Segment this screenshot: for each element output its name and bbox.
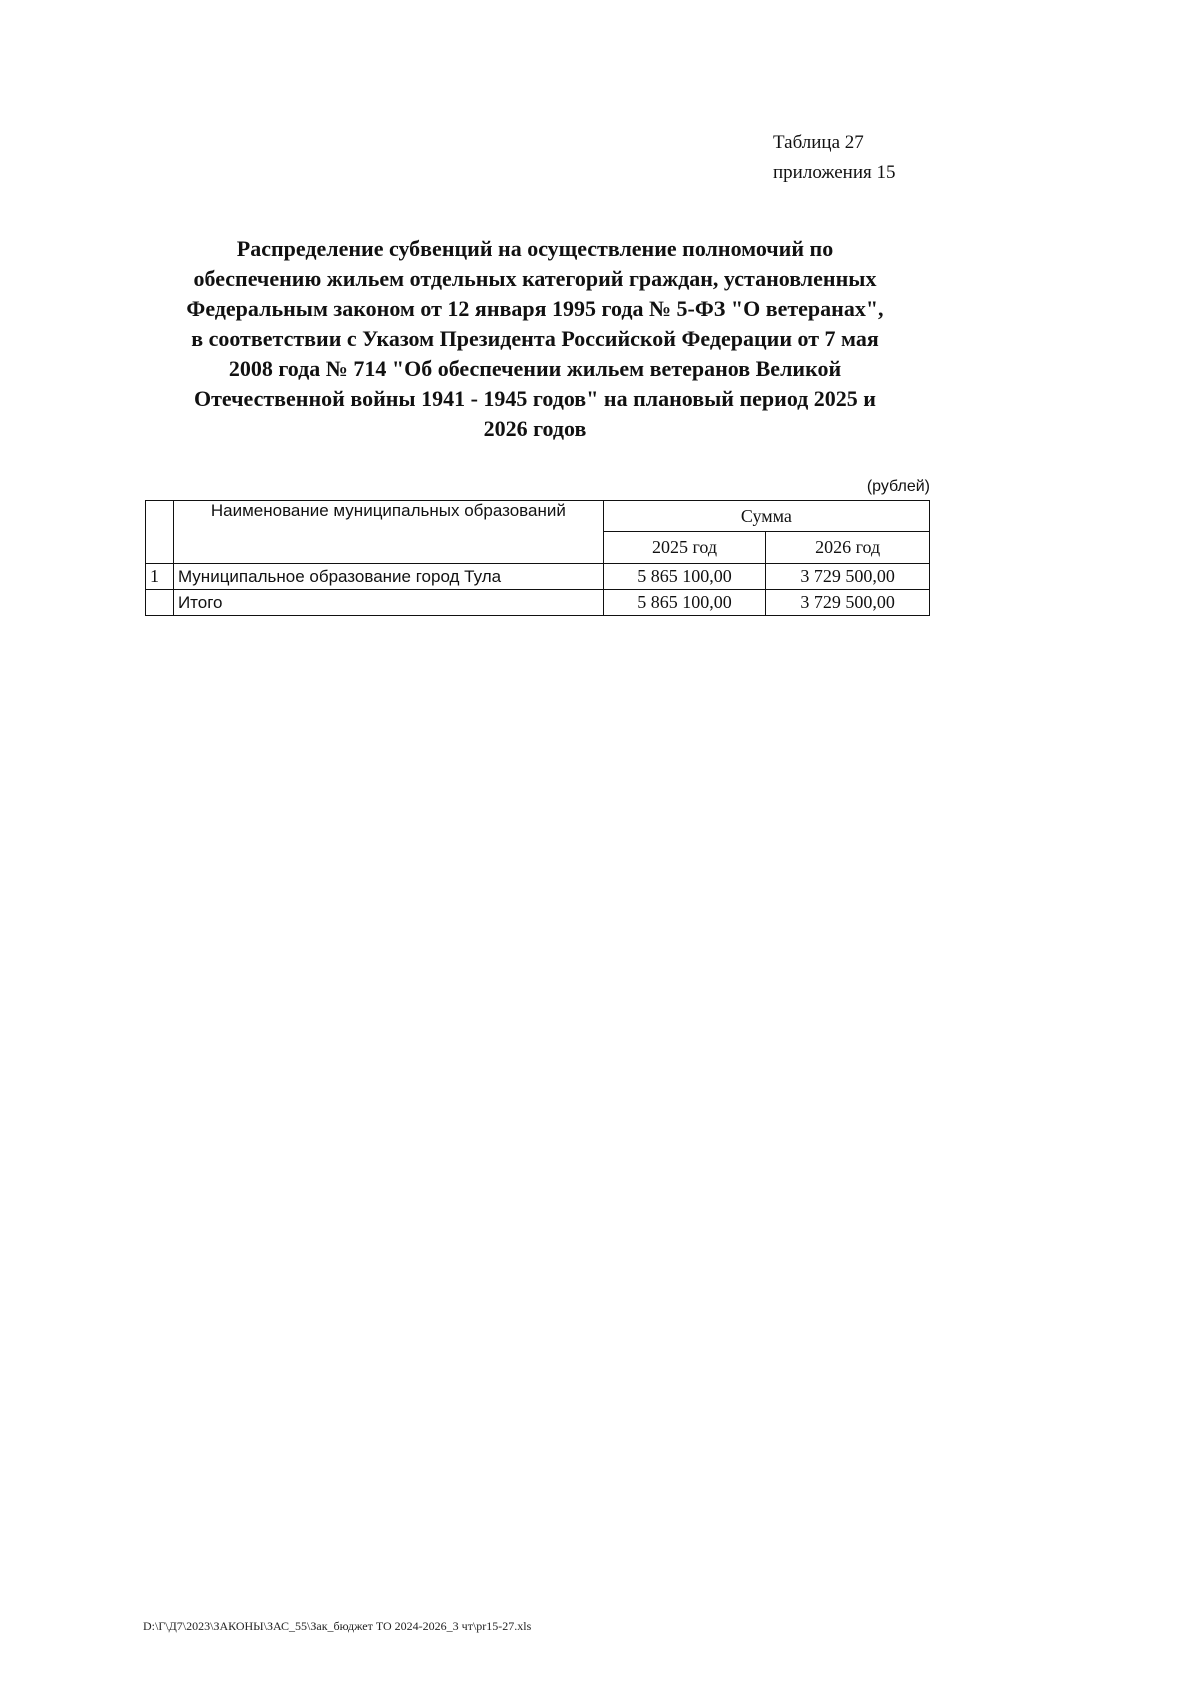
title-line: в соответствии с Указом Президента Российской Федерации от 7 мая bbox=[191, 326, 879, 351]
title-line: 2026 годов bbox=[483, 416, 587, 441]
row-value-2025: 5 865 100,00 bbox=[603, 564, 766, 590]
table-total-row bbox=[146, 590, 930, 616]
header-name-cell: Наименование муниципальных образований bbox=[173, 501, 603, 564]
table-number-label: Таблица 27 bbox=[773, 132, 864, 153]
table-row bbox=[146, 564, 930, 590]
row-name: Итого bbox=[173, 590, 603, 616]
title-line: обеспечению жильем отдельных категорий граждан, установленных bbox=[193, 266, 877, 291]
appendix-label: приложения 15 bbox=[773, 162, 896, 183]
row-value-2026: 3 729 500,00 bbox=[766, 590, 930, 616]
title-line: Федеральным законом от 12 января 1995 года № 5-ФЗ "О ветеранах", bbox=[186, 296, 884, 321]
row-number bbox=[146, 590, 174, 616]
row-number: 1 bbox=[146, 564, 174, 590]
file-path-footer: D:\Г\Д7\2023\ЗАКОНЫ\ЗАС_55\Зак_бюджет ТО 2024-2026_3 чт\pr15-27.xls bbox=[143, 1619, 532, 1633]
header-sum-cell: Сумма bbox=[603, 501, 929, 532]
distribution-table bbox=[145, 500, 930, 616]
title-line: 2008 года № 714 "Об обеспечении жильем ветеранов Великой bbox=[228, 356, 842, 381]
title-line: Отечественной войны 1941 - 1945 годов" на плановый период 2025 и bbox=[194, 386, 876, 411]
header-year-2025: 2025 год bbox=[603, 532, 766, 564]
title-line: Распределение субвенций на осуществление полномочий по bbox=[236, 236, 834, 261]
header-number-cell bbox=[146, 501, 174, 564]
header-year-2026: 2026 год bbox=[766, 532, 930, 564]
row-name: Муниципальное образование город Тула bbox=[173, 564, 603, 590]
table-caption bbox=[773, 128, 895, 188]
document-title bbox=[140, 234, 930, 444]
units-label: (рублей) bbox=[866, 478, 930, 495]
row-value-2025: 5 865 100,00 bbox=[603, 590, 766, 616]
row-value-2026: 3 729 500,00 bbox=[766, 564, 930, 590]
table-header-row bbox=[146, 501, 930, 532]
